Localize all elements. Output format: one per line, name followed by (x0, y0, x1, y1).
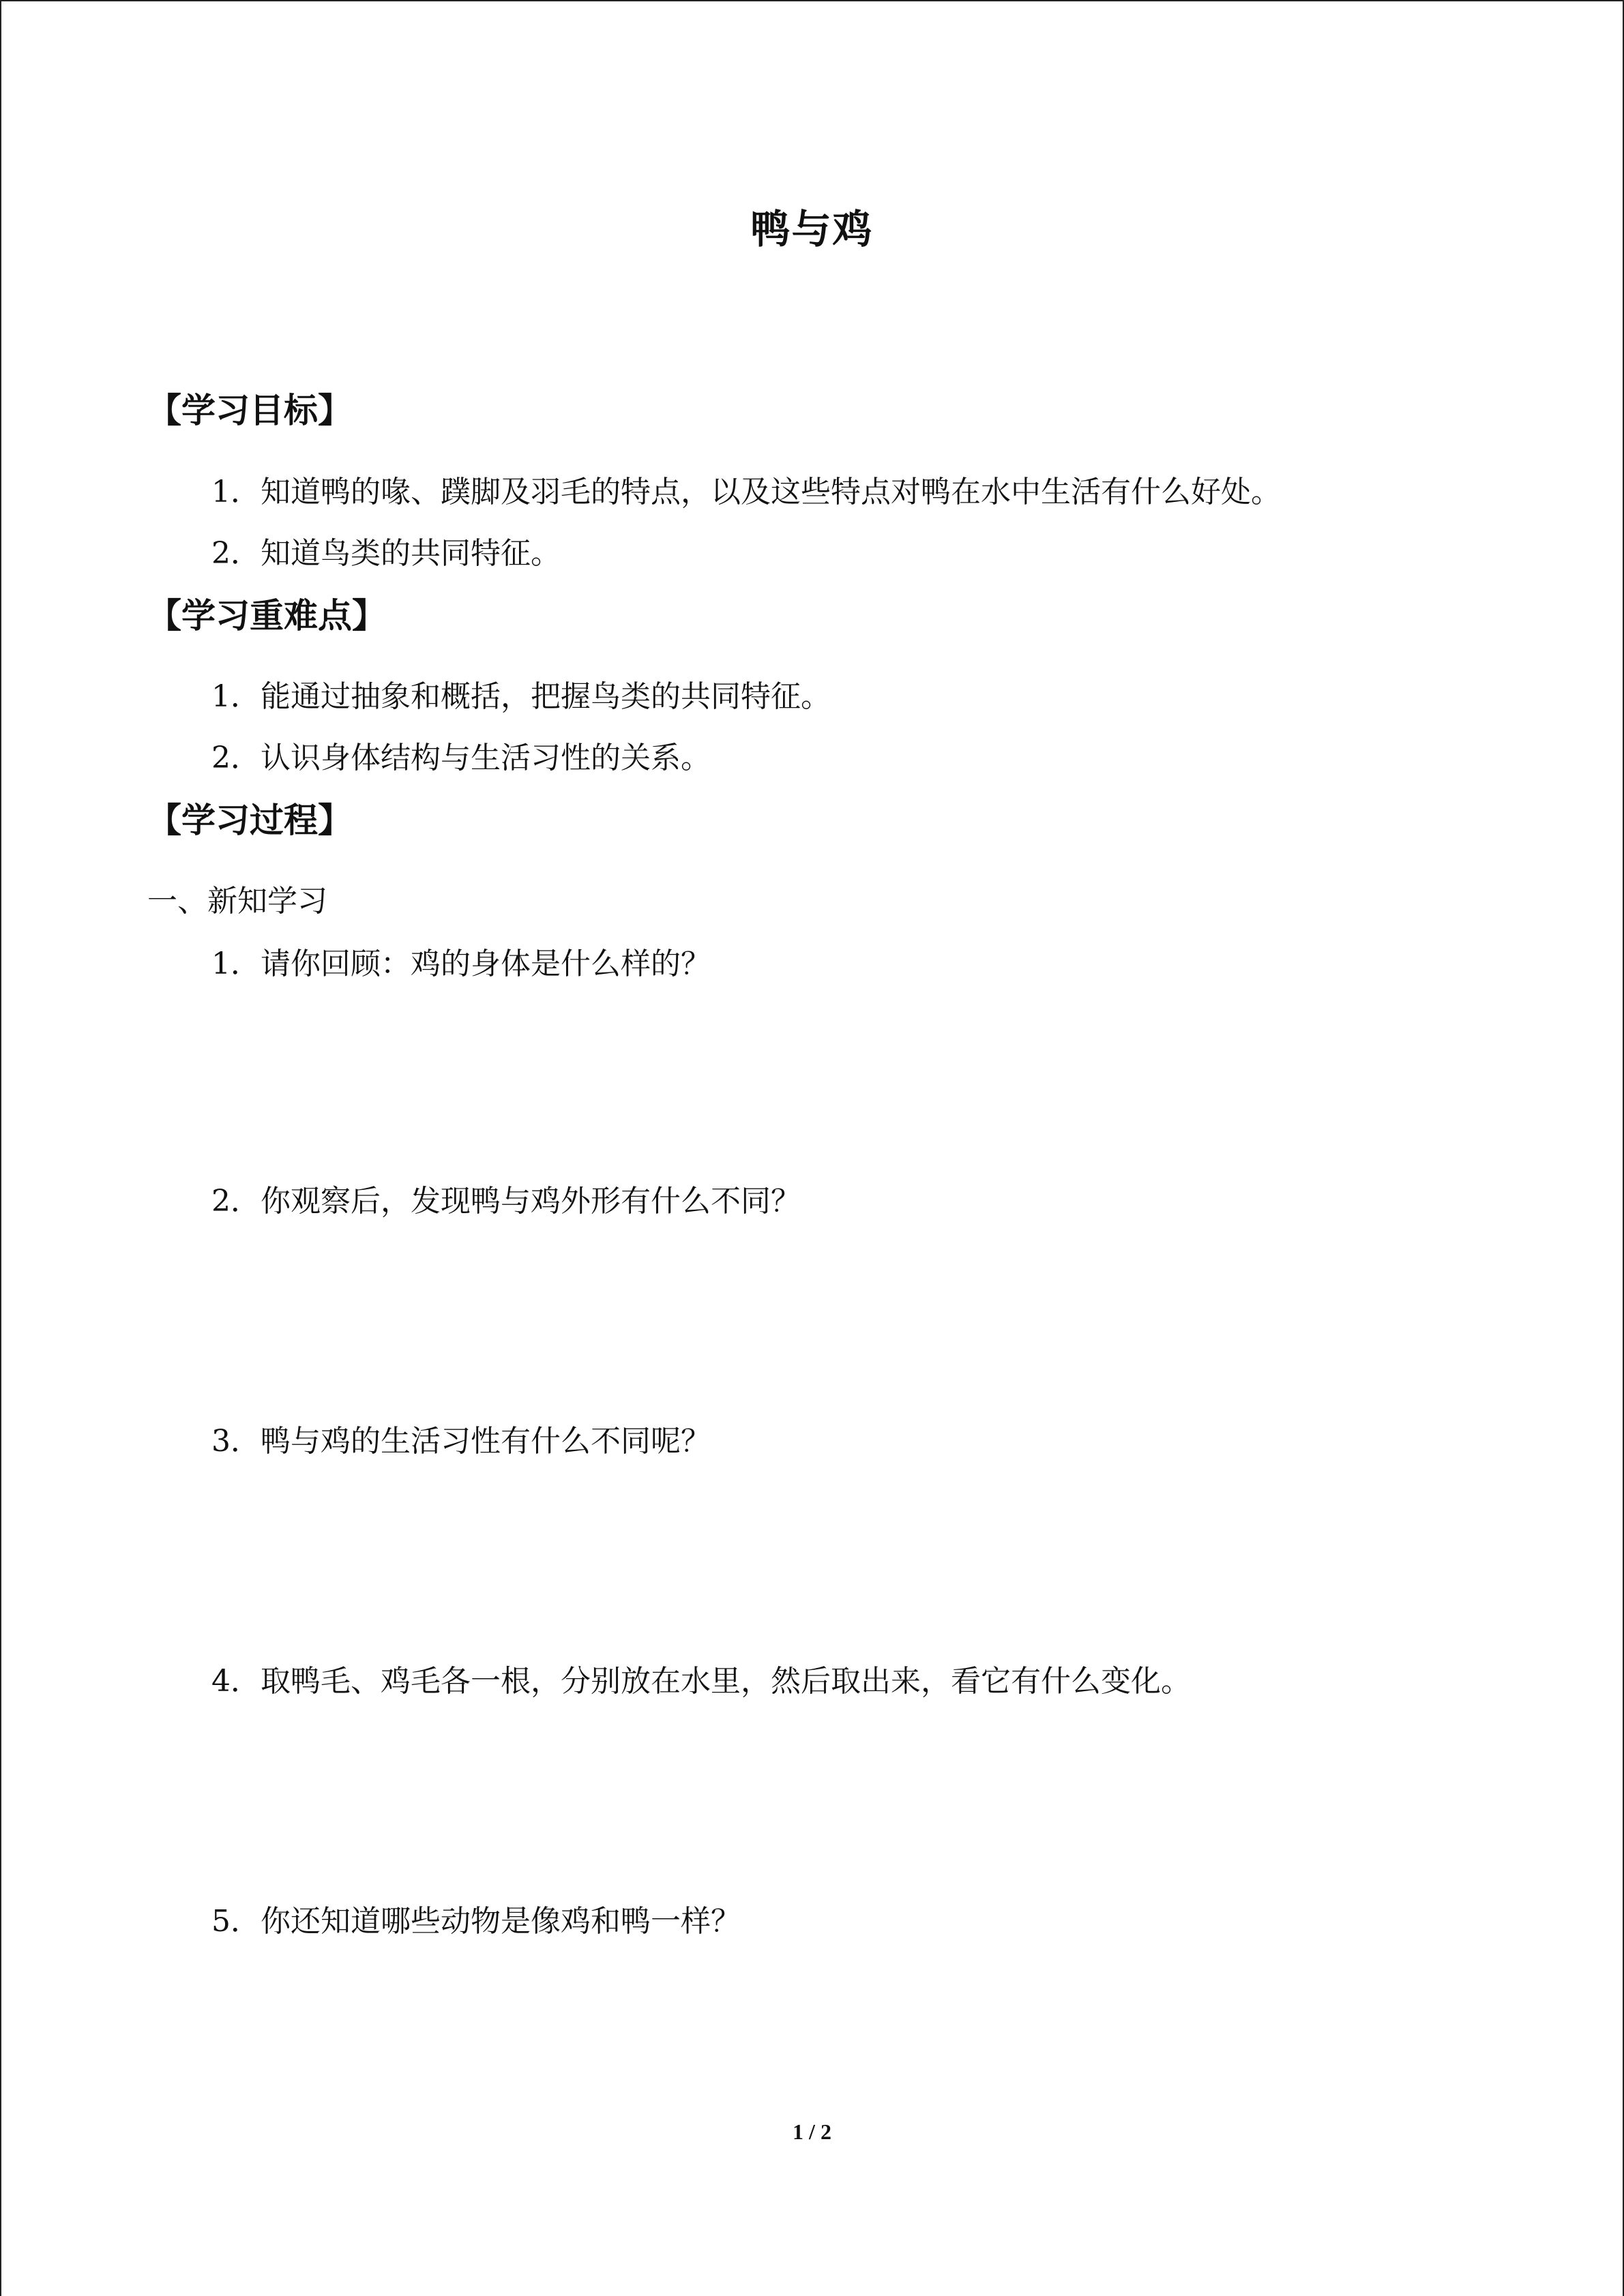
key-point-item-2: 2．认识身体结构与生活习性的关系。 (211, 741, 711, 775)
goal-item-2: 2．知道鸟类的共同特征。 (211, 536, 561, 571)
question-2: 2．你观察后，发现鸭与鸡外形有什么不同？ (211, 1184, 801, 1219)
goal-item-1: 1．知道鸭的喙、蹼脚及羽毛的特点，以及这些特点对鸭在水中生活有什么好处。 (211, 475, 1281, 509)
key-point-item-1: 1．能通过抽象和概括，把握鸟类的共同特征。 (211, 679, 831, 714)
process-heading: 【学习过程】 (147, 801, 352, 840)
page-number: 1 / 2 (793, 2119, 831, 2144)
question-5: 5．你还知道哪些动物是像鸡和鸭一样？ (211, 1904, 741, 1939)
question-4: 4．取鸭毛、鸡毛各一根，分别放在水里，然后取出来，看它有什么变化。 (211, 1664, 1191, 1699)
page-title: 鸭与鸡 (750, 206, 874, 252)
section-title: 一、新知学习 (147, 884, 327, 919)
key-points-heading: 【学习重难点】 (147, 596, 386, 636)
goals-heading: 【学习目标】 (147, 391, 352, 430)
question-1: 1．请你回顾：鸡的身体是什么样的？ (211, 946, 711, 981)
question-3: 3．鸭与鸡的生活习性有什么不同呢？ (211, 1424, 711, 1459)
